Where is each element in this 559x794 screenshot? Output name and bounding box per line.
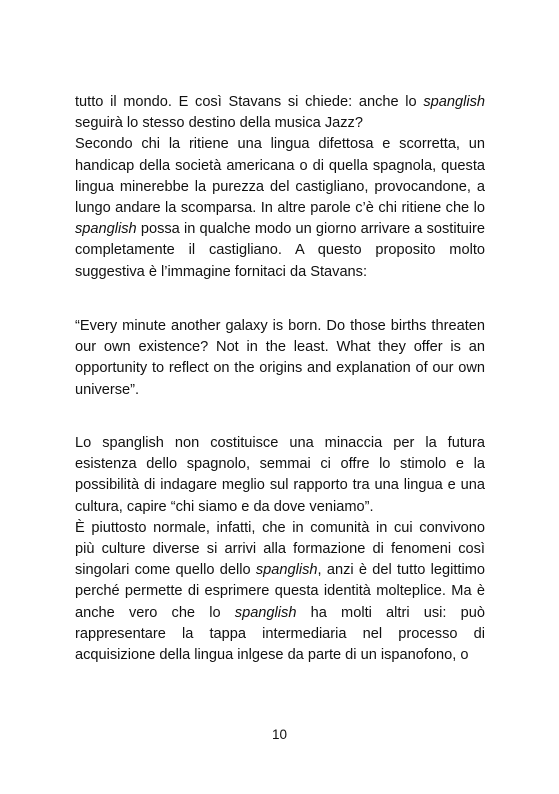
italic-term: spanglish [423, 94, 485, 110]
text-run: possa in qualche modo un giorno arrivare a sostituire completamente il castigliano. A questo proposito molto suggestiva è l’immagine fornitaci da Stavans: [75, 221, 485, 280]
text-run: Secondo chi la ritiene una lingua difettosa e scorretta, un handicap della società americana o di quella spagnola, questa lingua minerebbe la purezza del castigliano, provocandone, a lungo andare la scomparsa. In altre parole c’è chi ritiene che lo [75, 136, 485, 217]
paragraph [75, 134, 485, 282]
page-number: 10 [271, 727, 288, 742]
paragraph [75, 92, 485, 134]
quote-paragraph: “Every minute another galaxy is born. Do those births threaten our own existence? Not in the least. What they offer is an opportunity to reflect on the origins and explanation of our own universe”. [75, 318, 485, 398]
quote-block [75, 316, 485, 401]
text-run: , anzi è del tutto legittimo perché permette di esprimere questa identità molteplice. Ma è anche vero che lo [75, 562, 485, 621]
body-text-block [75, 433, 485, 666]
italic-term: spanglish [234, 604, 297, 621]
text-run: seguirà lo stesso destino della musica Jazz? [75, 115, 363, 132]
paragraph [75, 518, 485, 666]
text-run: È piuttosto normale, infatti, che in comunità in cui convivono più culture diverse si arrivi alla formazione di fenomeni così singolari come quello dello [75, 519, 485, 579]
body-text-block [75, 92, 485, 283]
italic-term: spanglish [75, 221, 137, 238]
italic-term: spanglish [255, 562, 318, 579]
paragraph: Lo spanglish non costituisce una minaccia per la futura esistenza dello spagnolo, semmai ci offre lo stimolo e la possibilità di indagare meglio sul rapporto tra una lingua e una cultura, capire “chi siamo e da dove veniamo”. [75, 435, 485, 515]
text-run: tutto il mondo. E così Stavans si chiede: anche lo [75, 94, 424, 110]
text-run: ha molti altri usi: può rappresentare la tappa intermediaria nel processo di acquisizione della lingua inlgese da parte di un ispanofono, o [75, 604, 485, 664]
